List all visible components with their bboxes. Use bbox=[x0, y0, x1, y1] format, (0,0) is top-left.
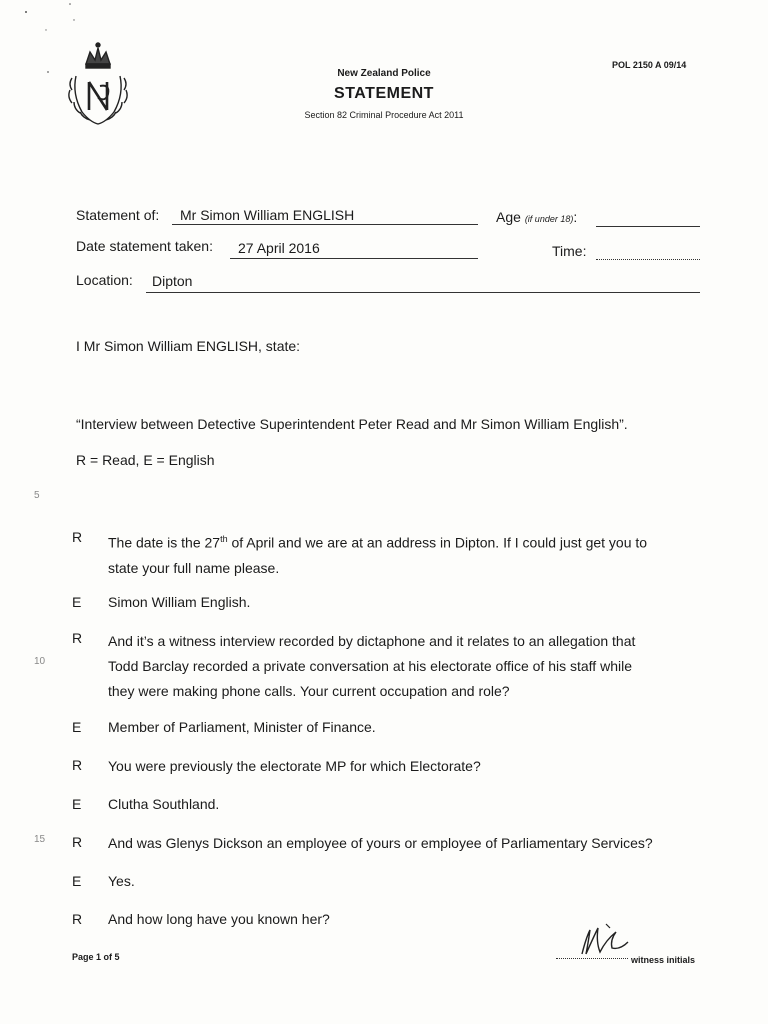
age-note: (if under 18) bbox=[524, 214, 574, 224]
location-underline bbox=[146, 292, 700, 293]
transcript-line: And was Glenys Dickson an employee of yours or employee of Parliamentary Services? bbox=[108, 835, 653, 851]
act-reference: Section 82 Criminal Procedure Act 2011 bbox=[304, 110, 464, 120]
margin-line-number: 5 bbox=[34, 490, 40, 501]
speaker-legend: R = Read, E = English bbox=[76, 452, 215, 468]
time-label: Time: bbox=[552, 243, 587, 259]
transcript-text bbox=[108, 527, 698, 581]
transcript-text bbox=[108, 754, 698, 779]
transcript-text bbox=[108, 590, 698, 615]
statement-intro: I Mr Simon William ENGLISH, state: bbox=[76, 338, 301, 354]
date-label: Date statement taken: bbox=[76, 238, 213, 254]
age-field-line bbox=[596, 226, 700, 227]
transcript-line: Todd Barclay recorded a private conversation at his electorate office of his staff while bbox=[108, 658, 632, 674]
transcript-line: Yes. bbox=[108, 873, 135, 889]
time-field-line bbox=[596, 259, 700, 260]
transcript-text bbox=[108, 792, 698, 817]
statement-of-underline bbox=[172, 224, 478, 225]
transcript-line: You were previously the electorate MP for which Electorate? bbox=[108, 758, 481, 774]
location-value: Dipton bbox=[152, 273, 193, 289]
date-underline bbox=[230, 258, 478, 259]
speaker-marker: E bbox=[72, 594, 82, 610]
age-label-text: Age bbox=[496, 209, 521, 225]
transcript-text bbox=[108, 831, 698, 856]
transcript-line: Clutha Southland. bbox=[108, 796, 220, 812]
transcript-line: state your full name please. bbox=[108, 559, 280, 576]
transcript-text bbox=[108, 629, 698, 704]
transcript-line: The date is the 27 bbox=[108, 534, 221, 551]
transcript-text bbox=[108, 869, 698, 894]
age-label bbox=[496, 209, 577, 225]
statement-of-label: Statement of: bbox=[76, 207, 160, 223]
witness-initials-label: witness initials bbox=[631, 955, 696, 965]
margin-line-number: 10 bbox=[34, 656, 46, 667]
transcript-line: Simon William English. bbox=[108, 594, 251, 610]
transcript-line: And how long have you known her? bbox=[108, 911, 330, 927]
document-title: STATEMENT bbox=[334, 85, 434, 102]
transcript-line: of April and we are at an address in Dipton. If I could just get you to bbox=[227, 534, 648, 551]
form-code: POL 2150 A 09/14 bbox=[612, 60, 687, 70]
margin-line-number: 15 bbox=[34, 834, 46, 845]
speaker-marker: R bbox=[72, 630, 83, 646]
speaker-marker: E bbox=[72, 873, 82, 889]
transcript-text bbox=[108, 715, 698, 740]
transcript-line: And it’s a witness interview recorded by dictaphone and it relates to an allegation that bbox=[108, 633, 636, 649]
initials-line bbox=[556, 958, 628, 959]
agency-name: New Zealand Police bbox=[337, 68, 431, 79]
location-label: Location: bbox=[76, 272, 133, 288]
ordinal-suffix: th bbox=[220, 534, 228, 544]
transcript-line: they were making phone calls. Your current occupation and role? bbox=[108, 683, 510, 699]
signature-initials-icon bbox=[576, 920, 632, 960]
speaker-marker: E bbox=[72, 796, 82, 812]
transcript-line: Member of Parliament, Minister of Finance. bbox=[108, 719, 376, 735]
speaker-marker: R bbox=[72, 529, 83, 545]
statement-of-value: Mr Simon William ENGLISH bbox=[180, 207, 355, 223]
interview-title: “Interview between Detective Superintendent Peter Read and Mr Simon William English”. bbox=[76, 416, 628, 432]
speaker-marker: R bbox=[72, 834, 83, 850]
speaker-marker: E bbox=[72, 719, 82, 735]
page-number: Page 1 of 5 bbox=[72, 952, 120, 962]
speaker-marker: R bbox=[72, 757, 83, 773]
date-value: 27 April 2016 bbox=[238, 240, 320, 256]
speaker-marker: R bbox=[72, 911, 83, 927]
age-colon: : bbox=[573, 209, 578, 225]
